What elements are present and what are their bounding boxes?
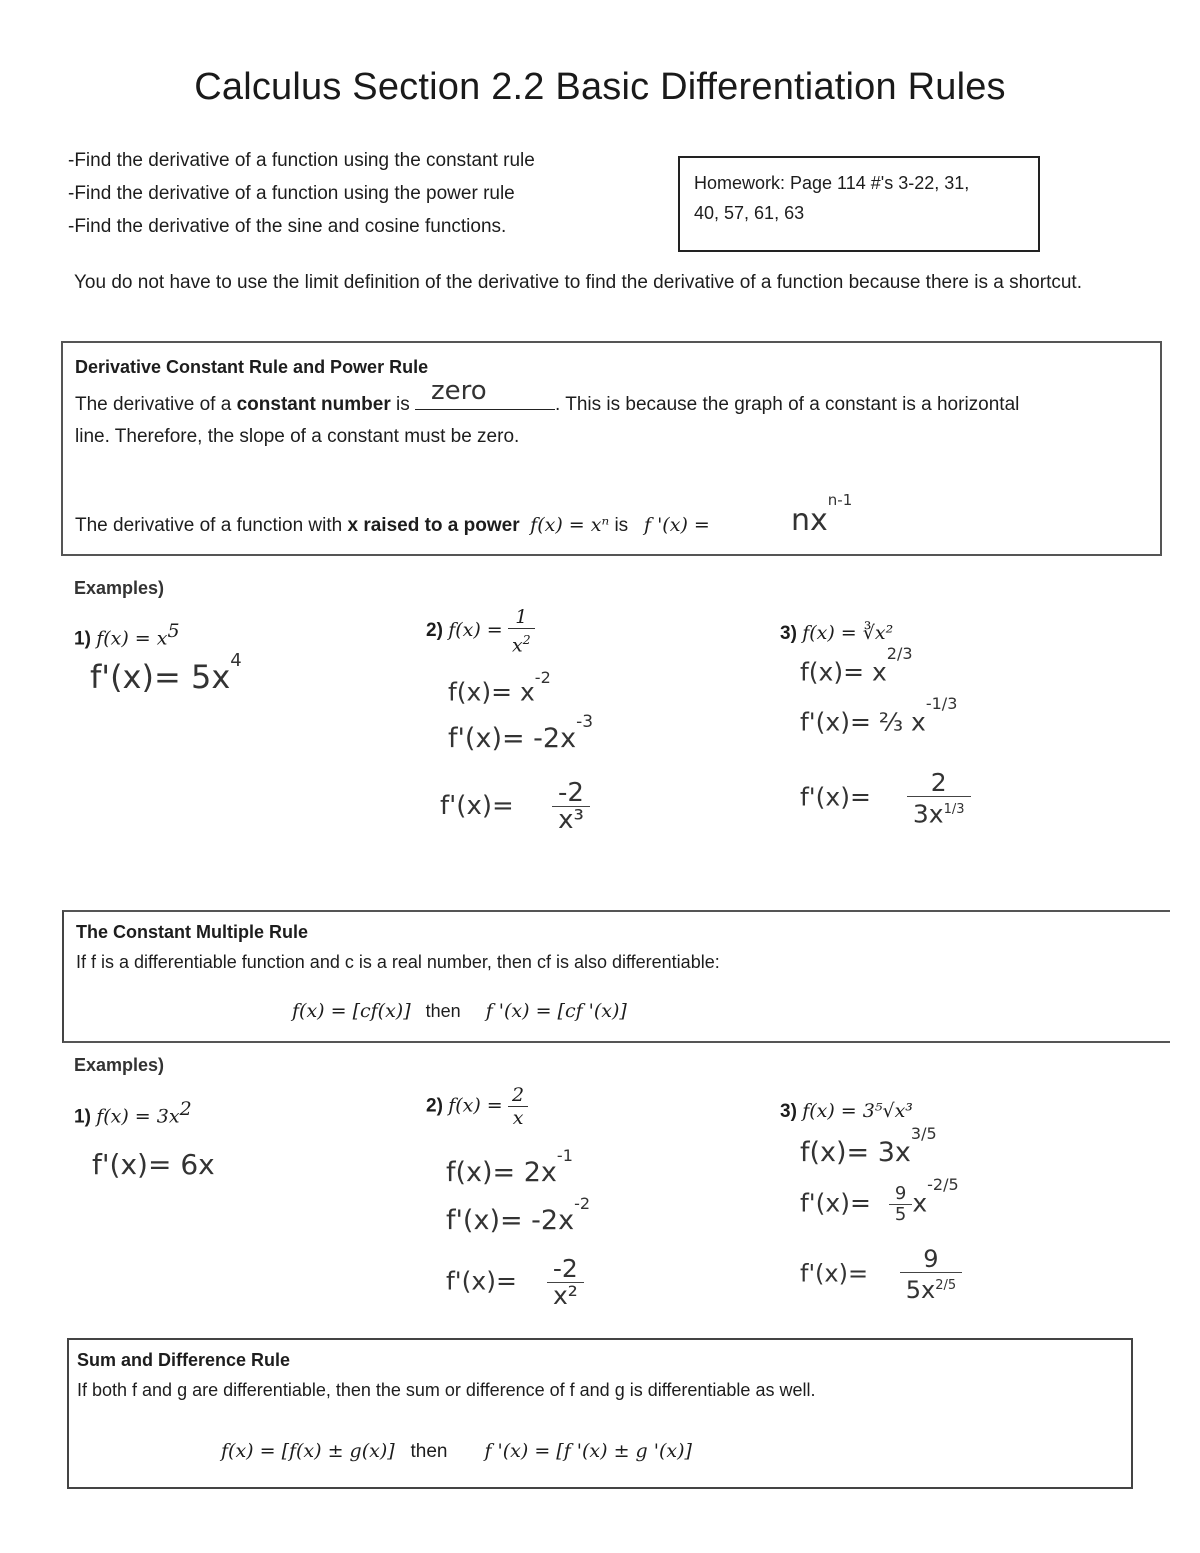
example-3-problem: 3) f(x) = ∛x² [780,622,894,644]
constant-multiple-formula: f(x) = [cf(x)] then f '(x) = [cf '(x)] [292,1000,627,1022]
power-rule-text: The derivative of a function with x raised to a power f(x) = xⁿ is f '(x) = [75,514,710,536]
examples-label-2: Examples) [74,1055,165,1075]
objective-item: -Find the derivative of a function using the power rule [68,183,515,204]
constant-multiple-text: If f is a differentiable function and c is a real number, then cf is also differentiable: [76,952,720,972]
objectives-list [68,144,535,243]
sum-difference-heading: Sum and Difference Rule [77,1350,291,1370]
example-3-work-2: f'(x)= ⅔ $x^{-1/3}$ [800,694,958,737]
example-3-work-3: f'(x)= $\frac{2}{3x^{1/3}}$ [800,770,971,827]
intro-text: You do not have to use the limit definition of the derivative to find the derivative of a function because there is a shortcut. [74,272,1082,293]
sum-difference-formula: f(x) = [f(x) ± g(x)] then f '(x) = [f '(x) ± g '(x)] [221,1440,692,1462]
example-6-work-3: f'(x)= $\frac{9}{5x^{2/5}}$ [800,1246,962,1303]
sum-difference-box [67,1338,1133,1489]
example-6-work-1: $f(x)= 3x^{3/5}$ [800,1124,937,1168]
example-2-work-2: $f'(x)= -2x^{-3}$ [448,712,594,754]
example-3-work-1: $f(x)= x^{2/3}$ [800,644,913,687]
objective-item: -Find the derivative of the sine and cosine functions. [68,216,507,237]
constant-rule-text: The derivative of a constant number is zero . This is because the graph of a constant is a horizontal [75,376,1020,415]
example-5-work-3: f'(x)= $\frac{-2}{\text{x²}}$ [446,1256,584,1309]
page-title: Calculus Section 2.2 Basic Differentiation Rules [194,66,1006,108]
example-1-problem: 1) $f(x) = x^5$ [74,620,180,650]
handwritten-power-rule-answer: $nx^{n-1}$ [791,491,853,538]
answer-blank [415,376,555,410]
constant-rule-text-2: line. Therefore, the slope of a constant must be zero. [75,426,520,447]
example-2-work-3: f'(x)= $\frac{-2}{\text{x³}}$ [440,780,590,833]
constant-multiple-heading: The Constant Multiple Rule [76,922,308,942]
example-5-problem: 2) f(x) = $\frac{2}{x}$ [426,1084,528,1129]
example-4-problem: 1) $f(x) = 3x^2$ [74,1098,192,1128]
homework-box [678,156,1040,252]
example-6-work-2: f'(x)= $\frac{9}{5}$ $x^{-2/5}$ [800,1175,959,1225]
power-rule-box [61,341,1162,556]
example-6-problem: 3) f(x) = 3⁵√x³ [780,1100,913,1122]
example-2-problem: 2) f(x) = $\frac{1}{x^2}$ [426,606,535,656]
constant-multiple-box [62,910,1170,1043]
examples-label: Examples) [74,578,165,598]
sum-difference-text: If both f and g are differentiable, then the sum or difference of f and g is differentiable as well. [77,1380,816,1400]
homework-line-1: Homework: Page 114 #'s 3-22, 31, [694,173,970,193]
handwritten-answer: zero [431,376,487,406]
power-rule-heading: Derivative Constant Rule and Power Rule [75,357,429,377]
example-5-work-2: $f'(x)= -2x^{-2}$ [446,1194,591,1236]
example-2-work-1: $f(x)= x^{-2}$ [448,668,551,707]
example-4-work: f'(x)= 6x [92,1148,215,1181]
example-5-work-1: $f(x)= 2x^{-1}$ [446,1146,573,1188]
example-1-work: $f'(x)= 5x^4$ [90,650,242,696]
objective-item: -Find the derivative of a function using the constant rule [68,150,535,171]
homework-line-2: 40, 57, 61, 63 [694,203,805,223]
